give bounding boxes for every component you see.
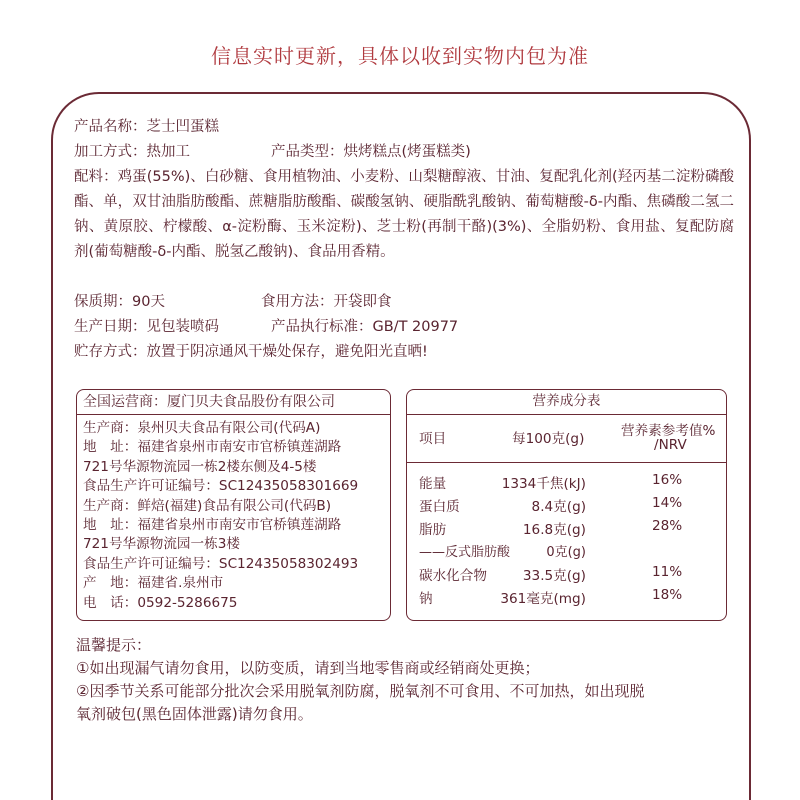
date-standard-row: [74, 315, 734, 340]
operator-line: 电 话：0592-5286675: [83, 594, 238, 611]
nutrient-name: 能量: [419, 476, 447, 492]
nutrient-name: 碳水化合物: [419, 568, 487, 584]
nutrition-row: [407, 469, 726, 492]
nutrition-title: 营养成分表: [407, 390, 726, 415]
tip-item: ①如出现漏气请勿食用，以防变质，请到当地零售商或经销商处更换；: [76, 659, 540, 677]
nutrition-table: [406, 389, 727, 621]
usage-method: 食用方法：开袋即食: [261, 294, 392, 310]
ingredients: 配料：鸡蛋(55%)、白砂糖、食用植物油、小麦粉、山梨糖醇液、甘油、复配乳化剂(羟丙基二淀粉磷酸酯、单，双甘油脂肪酸酯、蔗糖脂肪酸酯、碳酸氢钠、硬脂酰乳酸钠、葡萄糖酸-δ-内酯、焦磷酸二氢二钠、黄原胶、柠檬酸、α-淀粉酶、玉米淀粉)、芝士粉(再制干酪)(3%)、全脂奶粉、食用盐、复配防腐剂(葡萄糖酸-δ-内酯、脱氢乙酸钠)、食品用香精。: [74, 169, 734, 260]
header-per100g: 每100克(g): [512, 431, 585, 447]
nutrient-nrv: 11%: [652, 564, 683, 580]
nutrient-nrv: 16%: [652, 472, 683, 488]
operator-line: 721号华源物流园一栋2楼东侧及4-5楼: [83, 458, 317, 475]
nutrition-row: [407, 538, 726, 561]
operator-line: 721号华源物流园一栋3楼: [83, 536, 240, 553]
shelf-life: 保质期：90天: [74, 294, 165, 310]
product-name: 产品名称：芝士凹蛋糕: [74, 119, 219, 135]
nutrition-row: [407, 584, 726, 607]
nutrient-name: 钠: [419, 591, 433, 607]
header-item: 项目: [419, 431, 447, 447]
operator-line: 食品生产许可证编号：SC12435058302493: [83, 555, 359, 572]
nutrition-row: [407, 561, 726, 584]
nutrient-nrv: 28%: [652, 518, 683, 534]
storage-method: 贮存方式：放置于阴凉通风干燥处保存，避免阳光直晒!: [74, 344, 428, 360]
operator-line: 生产商：泉州贝夫食品有限公司(代码A): [83, 420, 321, 436]
nutrient-value: 33.5克(g): [522, 568, 586, 584]
operator-line: 地 址：福建省泉州市南安市官桥镇莲湖路: [83, 516, 342, 533]
warm-tips: [76, 634, 736, 726]
operator-line: 食品生产许可证编号：SC12435058301669: [83, 478, 359, 495]
tip-item: ②因季节关系可能部分批次会采用脱氧剂防腐，脱氧剂不可食用、不可加热，如出现脱: [76, 682, 645, 700]
nutrient-value: 16.8克(g): [522, 522, 586, 538]
shelf-usage-row: [74, 290, 734, 315]
nutrient-name: ——反式脂肪酸: [419, 545, 511, 560]
operator-details: [77, 415, 390, 615]
nutrient-value: 8.4克(g): [531, 499, 586, 515]
nutrient-value: 0克(g): [546, 545, 586, 560]
operator-box: [76, 389, 391, 621]
nutrient-name: 脂肪: [419, 522, 447, 538]
notice-banner: 信息实时更新，具体以收到实物内包为准: [211, 44, 589, 68]
nutrition-header: [407, 415, 726, 463]
tip-item: 氧剂破包(黑色固体泄露)请勿食用。: [76, 705, 313, 723]
nutrient-name: 蛋白质: [419, 499, 460, 515]
process-method: 加工方式：热加工: [74, 144, 190, 160]
header-nrv: 营养素参考值%: [621, 423, 716, 439]
nutrient-value: 361毫克(mg): [500, 591, 586, 607]
tips-title: 温馨提示：: [76, 636, 152, 654]
product-info: [74, 115, 734, 365]
nutrient-nrv: 14%: [652, 495, 683, 511]
nutrition-row: [407, 515, 726, 538]
header-nrv-unit: /NRV: [654, 437, 687, 453]
nutrient-nrv: 18%: [652, 587, 683, 603]
operator-header: 全国运营商：厦门贝夫食品股份有限公司: [77, 390, 390, 415]
nutrition-row: [407, 492, 726, 515]
operator-line: 产 地：福建省.泉州市: [83, 575, 224, 592]
operator-line: 生产商：鲜焙(福建)食品有限公司(代码B): [83, 497, 332, 514]
nutrient-value: 1334千焦(kJ): [501, 476, 586, 492]
execution-standard: 产品执行标准：GB/T 20977: [271, 319, 459, 335]
process-type-row: [74, 140, 734, 165]
product-type: 产品类型：烘烤糕点(烤蛋糕类): [271, 144, 471, 160]
production-date: 生产日期：见包装喷码: [74, 319, 219, 335]
operator-line: 地 址：福建省泉州市南安市官桥镇莲湖路: [83, 439, 342, 456]
